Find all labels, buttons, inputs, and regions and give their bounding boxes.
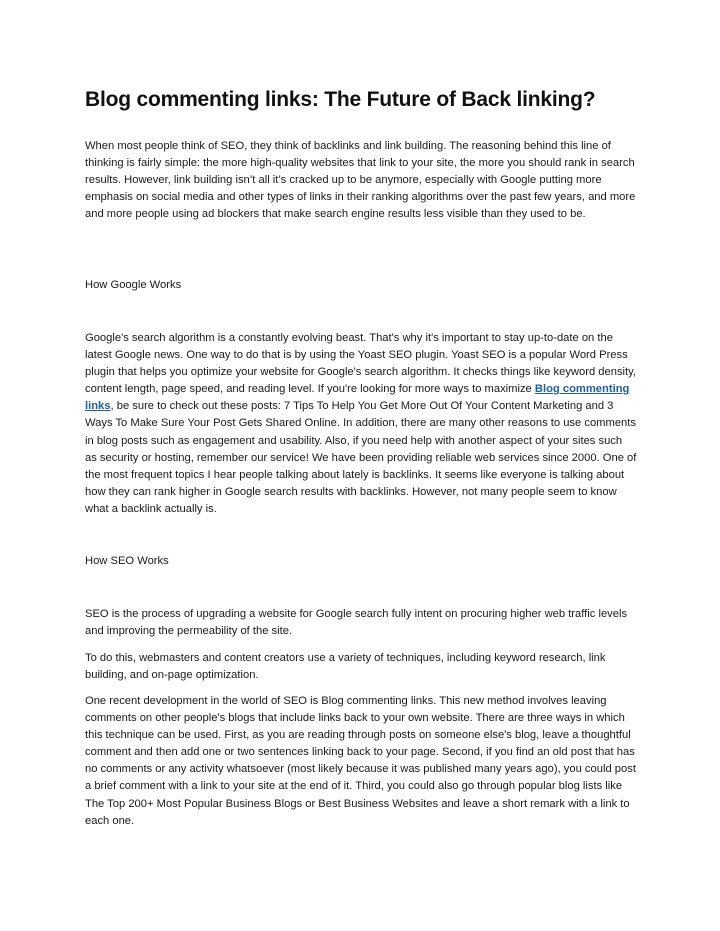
seo-paragraph-1: SEO is the process of upgrading a website for Google search fully intent on procuring higher web traffic levels and improving the permeability of the site. xyxy=(85,608,628,638)
blog-commenting-link[interactable]: Blog commenting links xyxy=(85,383,630,413)
intro-paragraph: When most people think of SEO, they think of backlinks and link building. The reasoning behind this line of thinking is fairly simple: the more high-quality websites that link to your site, the more you should rank in search results. However, link building isn’t all it’s cracked up to be anymore, especially with Google putting more emphasis on social media and other types of links in their ranking algorithms over the past few years, and more and more people using ad blockers that make search engine results less visible than they used to be. xyxy=(85,140,636,221)
seo-paragraph-3: One recent development in the world of SEO is Blog commenting links. This new method involves leaving comments on other people's blogs that include links back to your own website. There are three ways in which this technique can be used. First, as you are reading through posts on someone else's blog, leave a thoughtful comment and then add one or two sentences linking back to your page. Second, if you find an old post that has no comments or any activity whatsoever (most likely because it was published many years ago), you could post a brief comment with a link to your site at the end of it. Third, you could also go through popular blog lists like The Top 200+ Most Popular Business Blogs or Best Business Websites and leave a short remark with a link to each one. xyxy=(85,695,636,827)
page-title: Blog commenting links: The Future of Back linking? xyxy=(85,88,596,111)
seo-paragraph-2: To do this, webmasters and content creators use a variety of techniques, including keyword research, link building, and on-page optimization. xyxy=(85,652,606,682)
google-paragraph-text-after: , be sure to check out these posts: 7 Tips To Help You Get More Out Of Your Content Marketing and 3 Ways To Make Sure Your Post Gets Shared Online. In addition, there are many other reasons to use comments in blog posts such as engagement and usability. Also, if you need help with another aspect of your sites such as security or hosting, remember our service! We have been providing reliable web services since 2000. One of the most frequent topics I hear people talking about lately is backlinks. It seems like everyone is talking about how they can rank higher in Google search results with backlinks. However, not many people seem to know what a backlink actually is. xyxy=(85,400,637,515)
section-heading-seo: How SEO Works xyxy=(85,555,169,567)
google-paragraph-text-before: Google's search algorithm is a constantly evolving beast. That's why it's important to stay up-to-date on the latest Google news. One way to do that is by using the Yoast SEO plugin. Yoast SEO is a popular Word Press plugin that helps you optimize your website for Google's search algorithm. It checks things like keyword density, content length, page speed, and reading level. If you're looking for more ways to maximize xyxy=(85,332,637,396)
google-paragraph xyxy=(85,330,637,518)
section-heading-google: How Google Works xyxy=(85,279,182,291)
